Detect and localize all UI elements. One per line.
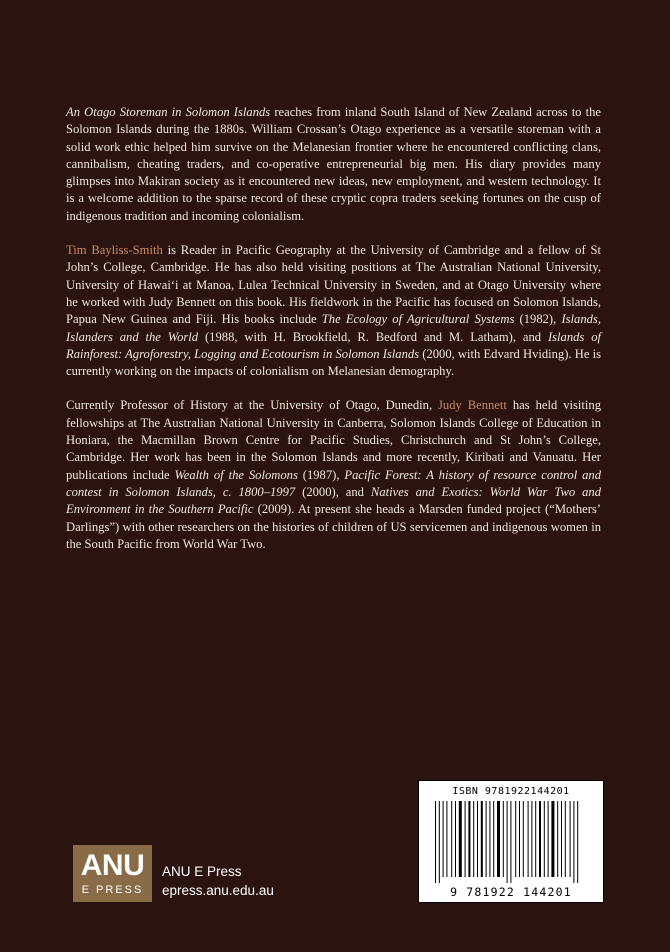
barcode-bar bbox=[435, 801, 436, 883]
barcode-bar bbox=[535, 801, 536, 877]
barcode-bar bbox=[544, 801, 545, 877]
barcode-bar bbox=[465, 801, 466, 877]
barcode-bar bbox=[459, 801, 462, 877]
book-title: Islands of Rainforest: Agroforestry, Logging and Ecotourism in Solomon Islands bbox=[66, 329, 601, 361]
author-name-bennett: Judy Bennett bbox=[438, 398, 507, 413]
barcode-bar bbox=[519, 801, 520, 877]
barcode-bar bbox=[443, 801, 444, 877]
barcode-bar bbox=[497, 801, 500, 877]
barcode-bar bbox=[455, 801, 456, 877]
bio-text: (2000, with Edvard Hviding). He is currently working on the impacts of colonialism on Melanesian demography. bbox=[66, 346, 601, 379]
barcode-bar bbox=[515, 801, 516, 877]
barcode-bar bbox=[577, 801, 578, 883]
barcode-bar bbox=[523, 801, 524, 877]
book-title: Wealth of the Solomons bbox=[174, 467, 298, 482]
book-title: Islands, Islanders and the World bbox=[66, 312, 601, 344]
barcode-bar bbox=[551, 801, 554, 877]
barcode-bar bbox=[570, 801, 571, 877]
barcode-bar bbox=[493, 801, 494, 877]
barcode-bar bbox=[507, 801, 508, 883]
barcode-bar bbox=[473, 801, 474, 877]
book-title: An Otago Storeman in Solomon Islands bbox=[66, 105, 271, 119]
isbn-label: ISBN 9781922144201 bbox=[452, 786, 570, 797]
bio-paragraph-bennett bbox=[66, 397, 601, 553]
barcode-digits: 9 781922 144201 bbox=[450, 885, 572, 899]
cover-text bbox=[66, 104, 601, 570]
barcode-bar bbox=[468, 801, 470, 877]
barcode-bar bbox=[573, 801, 574, 883]
barcode-bar bbox=[531, 801, 532, 877]
barcode-bar bbox=[561, 801, 562, 877]
bio-paragraph-bayliss-smith bbox=[66, 242, 601, 380]
bio-text: (2000), and bbox=[295, 484, 371, 499]
publisher-name: ANU E Press bbox=[162, 864, 242, 879]
barcode-bars bbox=[433, 801, 591, 883]
author-name-bayliss-smith: Tim Bayliss-Smith bbox=[66, 243, 163, 258]
isbn-barcode bbox=[418, 780, 604, 903]
barcode-bar bbox=[451, 801, 452, 877]
logo-sub-text: E PRESS bbox=[81, 884, 144, 896]
logo-main-text: ANU bbox=[80, 849, 145, 882]
barcode-bar bbox=[477, 801, 478, 877]
blurb-text: reaches from inland South Island of New Zealand across to the Solomon Islands during the 1880s. William Crossan’s Otago experience as a versatile storeman with a solid work ethic helped him survive on the Melanesian frontier where he encountered conflicting clans, cannibalism, cheating traders, and co-operative entrepreneurial big men. His diary provides many glimpses into Makiran society as it encountered new ideas, new employment, and western technology. It is a welcome addition to the sparse record of these cryptic copra traders seeking fortunes on the cusp of indigenous tradition and incoming colonialism. bbox=[66, 105, 602, 223]
barcode-bar bbox=[557, 801, 558, 877]
barcode-bar bbox=[528, 801, 529, 877]
barcode-bar bbox=[510, 801, 511, 883]
book-title: Natives and Exotics: World War Two and Environment in the Southern Pacific bbox=[66, 484, 601, 517]
barcode-bar bbox=[565, 801, 566, 877]
barcode-bar bbox=[486, 801, 487, 877]
blurb-paragraph bbox=[66, 104, 601, 225]
bio-text: is Reader in Pacific Geography at the University of Cambridge and a fellow of St John’s College, Cambridge. He has also held visiting positions at The Australian National University, University of Hawai‘i at Manoa, Lulea Technical University in Sweden, and at Otago University where he worked with Judy Bennett on this book. His fieldwork in the Pacific has focused on Solomon Islands, Papua New Guinea and Fiji. His books include bbox=[66, 243, 601, 327]
barcode-bar bbox=[481, 801, 483, 877]
book-title: Pacific Forest: A history of resource control and contest in Solomon Islands, c. 1800–1997 bbox=[66, 467, 601, 499]
bio-text: (1982), bbox=[514, 312, 562, 327]
bio-text: (2009). At present she heads a Marsden funded project (“Mothers’ Darlings”) with other researchers on the histories of children of US servicemen and indigenous women in the South Pacific from World War Two. bbox=[66, 502, 601, 551]
publisher-url[interactable]: epress.anu.edu.au bbox=[162, 883, 274, 898]
barcode-bar bbox=[539, 801, 541, 877]
barcode-bar bbox=[548, 801, 549, 877]
book-title: The Ecology of Agricultural Systems bbox=[321, 312, 515, 327]
bio-text: has held visiting fellowships at The Australian National University in Canberra, Solomon Islands College of Education in Honiara, the Macmillan Brown Centre for Pacific Studies, Christchurch and St John’s College, Cambridge. Her work has been in the Solomon Islands and more recently, Kiribati and Vanuatu. Her publications include bbox=[66, 398, 601, 482]
barcode-bar bbox=[439, 801, 440, 883]
publisher-info bbox=[162, 862, 274, 900]
barcode-bar bbox=[503, 801, 504, 877]
barcode-bar bbox=[446, 801, 447, 877]
barcode-bar bbox=[489, 801, 490, 877]
bio-text: Currently Professor of History at the University of Otago, Dunedin, bbox=[66, 398, 439, 413]
anu-logo bbox=[73, 845, 152, 902]
bio-text: (1987), bbox=[297, 467, 345, 482]
bio-text: (1988, with H. Brookfield, R. Bedford and M. Latham), and bbox=[198, 329, 548, 344]
